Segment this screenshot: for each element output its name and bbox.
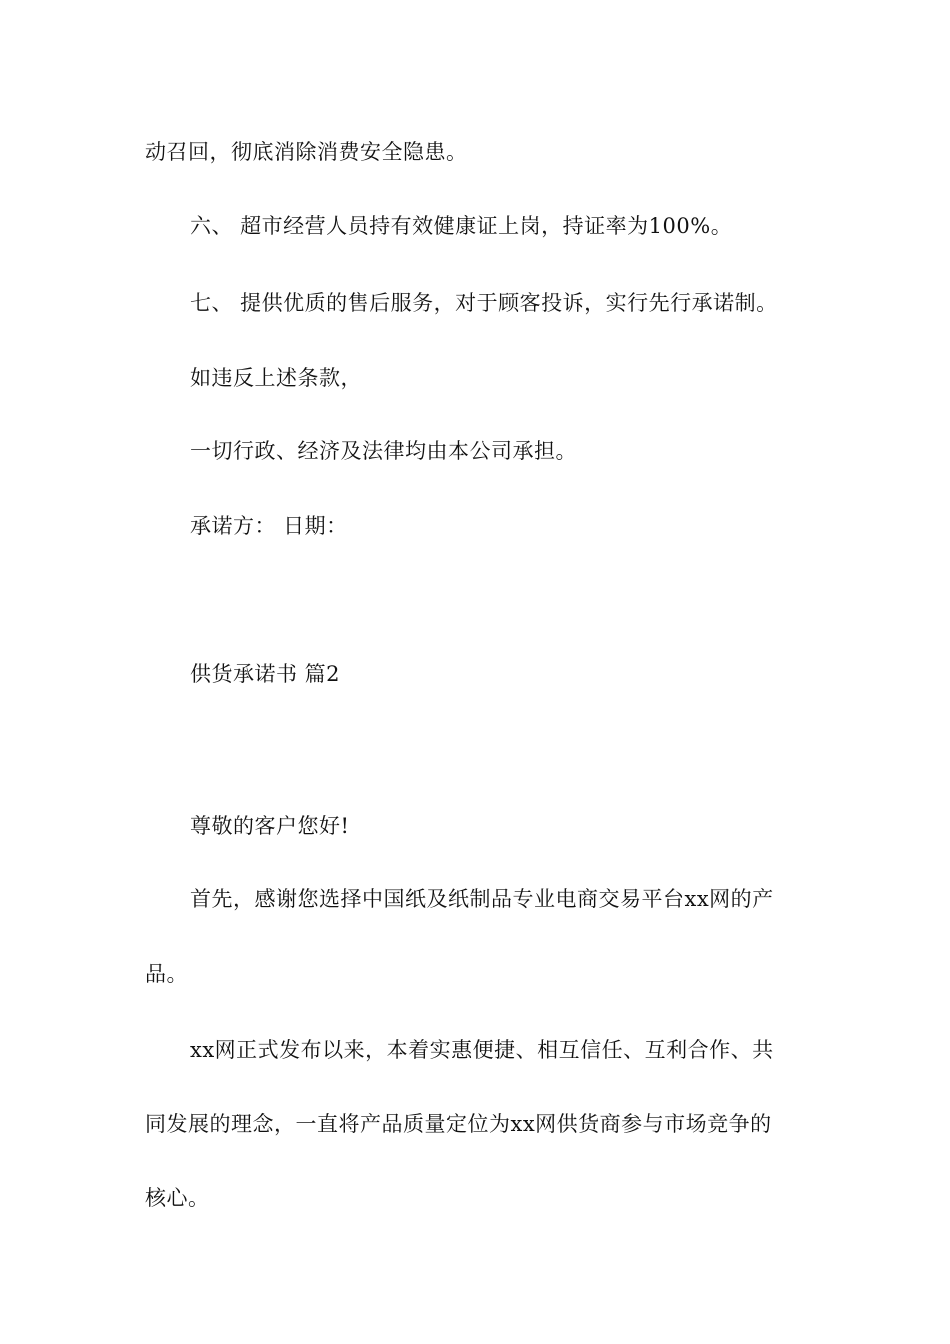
paragraph-line: xx网正式发布以来，本着实惠便捷、相互信任、互利合作、共 [190, 1038, 774, 1062]
paragraph-line: 核心。 [145, 1186, 210, 1210]
paragraph-line: 同发展的理念，一直将产品质量定位为xx网供货商参与市场竞争的 [145, 1112, 772, 1136]
paragraph-line: 如违反上述条款， [190, 366, 362, 390]
paragraph-line: 首先，感谢您选择中国纸及纸制品专业电商交易平台xx网的产 [190, 887, 774, 911]
paragraph-line: 七、 提供优质的售后服务，对于顾客投诉，实行先行承诺制。 [190, 291, 778, 315]
greeting-line: 尊敬的客户您好! [190, 814, 350, 838]
paragraph-line: 动召回，彻底消除消费安全隐患。 [145, 140, 468, 164]
paragraph-line: 六、 超市经营人员持有效健康证上岗，持证率为100%。 [190, 214, 733, 238]
signature-line: 承诺方： 日期： [190, 514, 348, 538]
paragraph-line: 一切行政、经济及法律均由本公司承担。 [190, 439, 577, 463]
section-heading: 供货承诺书 篇2 [190, 662, 341, 686]
paragraph-line: 品。 [145, 962, 188, 986]
